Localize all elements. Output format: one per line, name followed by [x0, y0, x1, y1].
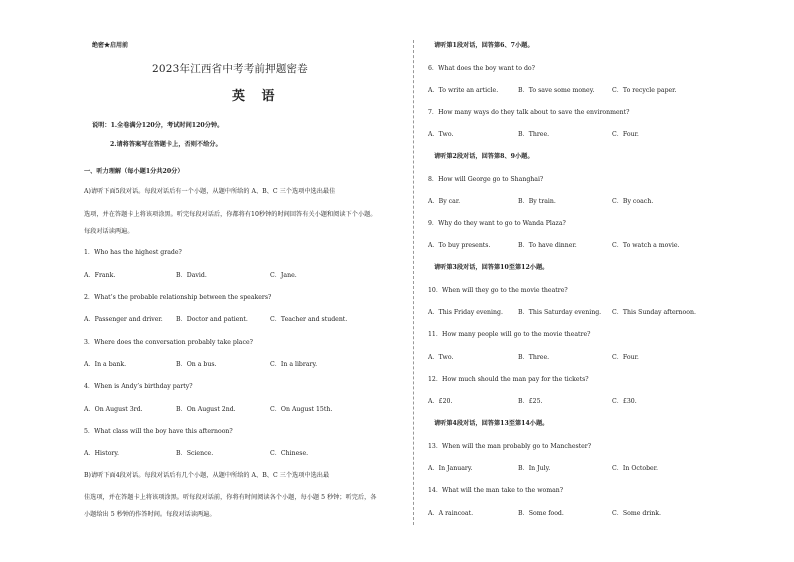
question-8: 8．How will George go to Shanghai?: [428, 176, 544, 183]
q5-option-c[interactable]: C．Chinese.: [270, 450, 309, 457]
part-b-instructions-2: 佳选项，并在答题卡上将该项涂黑。听每段对话前，你将有时间阅读各个小题，每小题 5 秒钟；听完后，各: [84, 494, 377, 501]
q4-option-c[interactable]: C．On August 15th.: [270, 406, 333, 413]
question-1: 1．Who has the highest grade?: [84, 249, 182, 256]
question-9: 9．Why do they want to go to Wanda Plaza?: [428, 220, 566, 227]
q13-option-a[interactable]: A．In January.: [428, 465, 473, 472]
q13-option-b[interactable]: B．In July.: [518, 465, 551, 472]
q14-option-a[interactable]: A．A raincoat.: [428, 510, 474, 517]
q3-option-a[interactable]: A．In a bank.: [84, 361, 127, 368]
q2-option-a[interactable]: A．Passenger and driver.: [84, 316, 163, 323]
part-a-instructions-2: 选项，并在答题卡上将该项涂黑。听完每段对话后，你都将有10秒钟的时间回答有关小题和阅读下个小题。: [84, 211, 377, 218]
question-13: 13．When will the man probably go to Manchester?: [428, 443, 592, 450]
q14-option-c[interactable]: C．Some drink.: [612, 510, 661, 517]
question-11: 11．How many people will go to the movie theatre?: [428, 331, 591, 338]
q10-option-c[interactable]: C．This Sunday afternoon.: [612, 309, 696, 316]
q4-option-b[interactable]: B．On August 2nd.: [176, 406, 236, 413]
q6-option-b[interactable]: B．To save some money.: [518, 87, 595, 94]
column-divider: [413, 40, 414, 525]
question-7: 7．How many ways do they talk about to save the environment?: [428, 109, 630, 116]
question-10: 10．When will they go to the movie theatre?: [428, 287, 568, 294]
group-3-heading: 请听第3段对话，回答第10至第12小题。: [434, 264, 549, 271]
question-4: 4．When is Andy’s birthday party?: [84, 383, 193, 390]
q12-option-b[interactable]: B．£25.: [518, 398, 543, 405]
q12-option-c[interactable]: C．£30.: [612, 398, 637, 405]
q9-option-b[interactable]: B．To have dinner.: [518, 242, 577, 249]
q3-option-c[interactable]: C．In a library.: [270, 361, 318, 368]
part-b-instructions-3: 小题给出 5 秒钟的作答时间。每段对话读两遍。: [84, 511, 216, 518]
q1-option-b[interactable]: B．David.: [176, 272, 207, 279]
q6-option-c[interactable]: C．To recycle paper.: [612, 87, 677, 94]
q7-option-b[interactable]: B．Three.: [518, 131, 550, 138]
question-2: 2．What’s the probable relationship between the speakers?: [84, 294, 272, 301]
q1-option-c[interactable]: C．Jane.: [270, 272, 297, 279]
part-a-instructions-1: A)请听下面5段对话。每段对话后有一个小题，从题中所给的 A、B、C 三个选项中选出最佳: [84, 188, 336, 195]
group-1-heading: 请听第1段对话，回答第6、7小题。: [434, 42, 534, 49]
q14-option-b[interactable]: B．Some food.: [518, 510, 564, 517]
part-a-instructions-3: 每段对话读两遍。: [84, 228, 134, 235]
instructions-text1: 1.全卷满分120分，考试时间120分钟。: [110, 122, 224, 129]
q11-option-c[interactable]: C．Four.: [612, 354, 639, 361]
q10-option-b[interactable]: B．This Saturday evening.: [518, 309, 602, 316]
question-14: 14．What will the man take to the woman?: [428, 487, 564, 494]
q9-option-a[interactable]: A．To buy presents.: [428, 242, 491, 249]
q1-option-a[interactable]: A．Frank.: [84, 272, 116, 279]
q13-option-c[interactable]: C．In October.: [612, 465, 658, 472]
question-5: 5．What class will the boy have this afternoon?: [84, 428, 233, 435]
question-12: 12．How much should the man pay for the tickets?: [428, 376, 589, 383]
q2-option-c[interactable]: C．Teacher and student.: [270, 316, 348, 323]
q8-option-c[interactable]: C．By coach.: [612, 198, 654, 205]
group-4-heading: 请听第4段对话，回答第13至第14小题。: [434, 420, 549, 427]
q11-option-a[interactable]: A．Two.: [428, 354, 454, 361]
question-3: 3．Where does the conversation probably take place?: [84, 339, 253, 346]
part-b-instructions-1: B)请听下面4段对话。每段对话后有几个小题，从题中所给的 A、B、C 三个选项中选出最: [84, 472, 330, 479]
q7-option-c[interactable]: C．Four.: [612, 131, 639, 138]
question-6: 6．What does the boy want to do?: [428, 65, 535, 72]
q7-option-a[interactable]: A．Two.: [428, 131, 454, 138]
q3-option-b[interactable]: B．On a bus.: [176, 361, 217, 368]
subject-title: 英 语: [232, 89, 281, 104]
section-heading: 一、听力理解（每小题1分共20分）: [84, 168, 184, 175]
q6-option-a[interactable]: A．To write an article.: [428, 87, 499, 94]
group-2-heading: 请听第2段对话，回答第8、9小题。: [434, 153, 534, 160]
instructions-line1: [92, 122, 223, 129]
q11-option-b[interactable]: B．Three.: [518, 354, 550, 361]
exam-title: 2023年江西省中考考前押题密卷: [152, 63, 308, 75]
confidential-mark: 绝密★启用前: [92, 42, 129, 49]
q2-option-b[interactable]: B．Doctor and patient.: [176, 316, 248, 323]
q9-option-c[interactable]: C．To watch a movie.: [612, 242, 680, 249]
q8-option-b[interactable]: B．By train.: [518, 198, 556, 205]
q8-option-a[interactable]: A．By car.: [428, 198, 461, 205]
q4-option-a[interactable]: A．On August 3rd.: [84, 406, 143, 413]
q10-option-a[interactable]: A．This Friday evening.: [428, 309, 503, 316]
q12-option-a[interactable]: A．£20.: [428, 398, 453, 405]
q5-option-a[interactable]: A．History.: [84, 450, 120, 457]
q5-option-b[interactable]: B．Science.: [176, 450, 214, 457]
instructions-line2: 2.请将答案写在答题卡上，否则不给分。: [110, 141, 222, 148]
instructions-label: 说明：: [92, 122, 111, 129]
